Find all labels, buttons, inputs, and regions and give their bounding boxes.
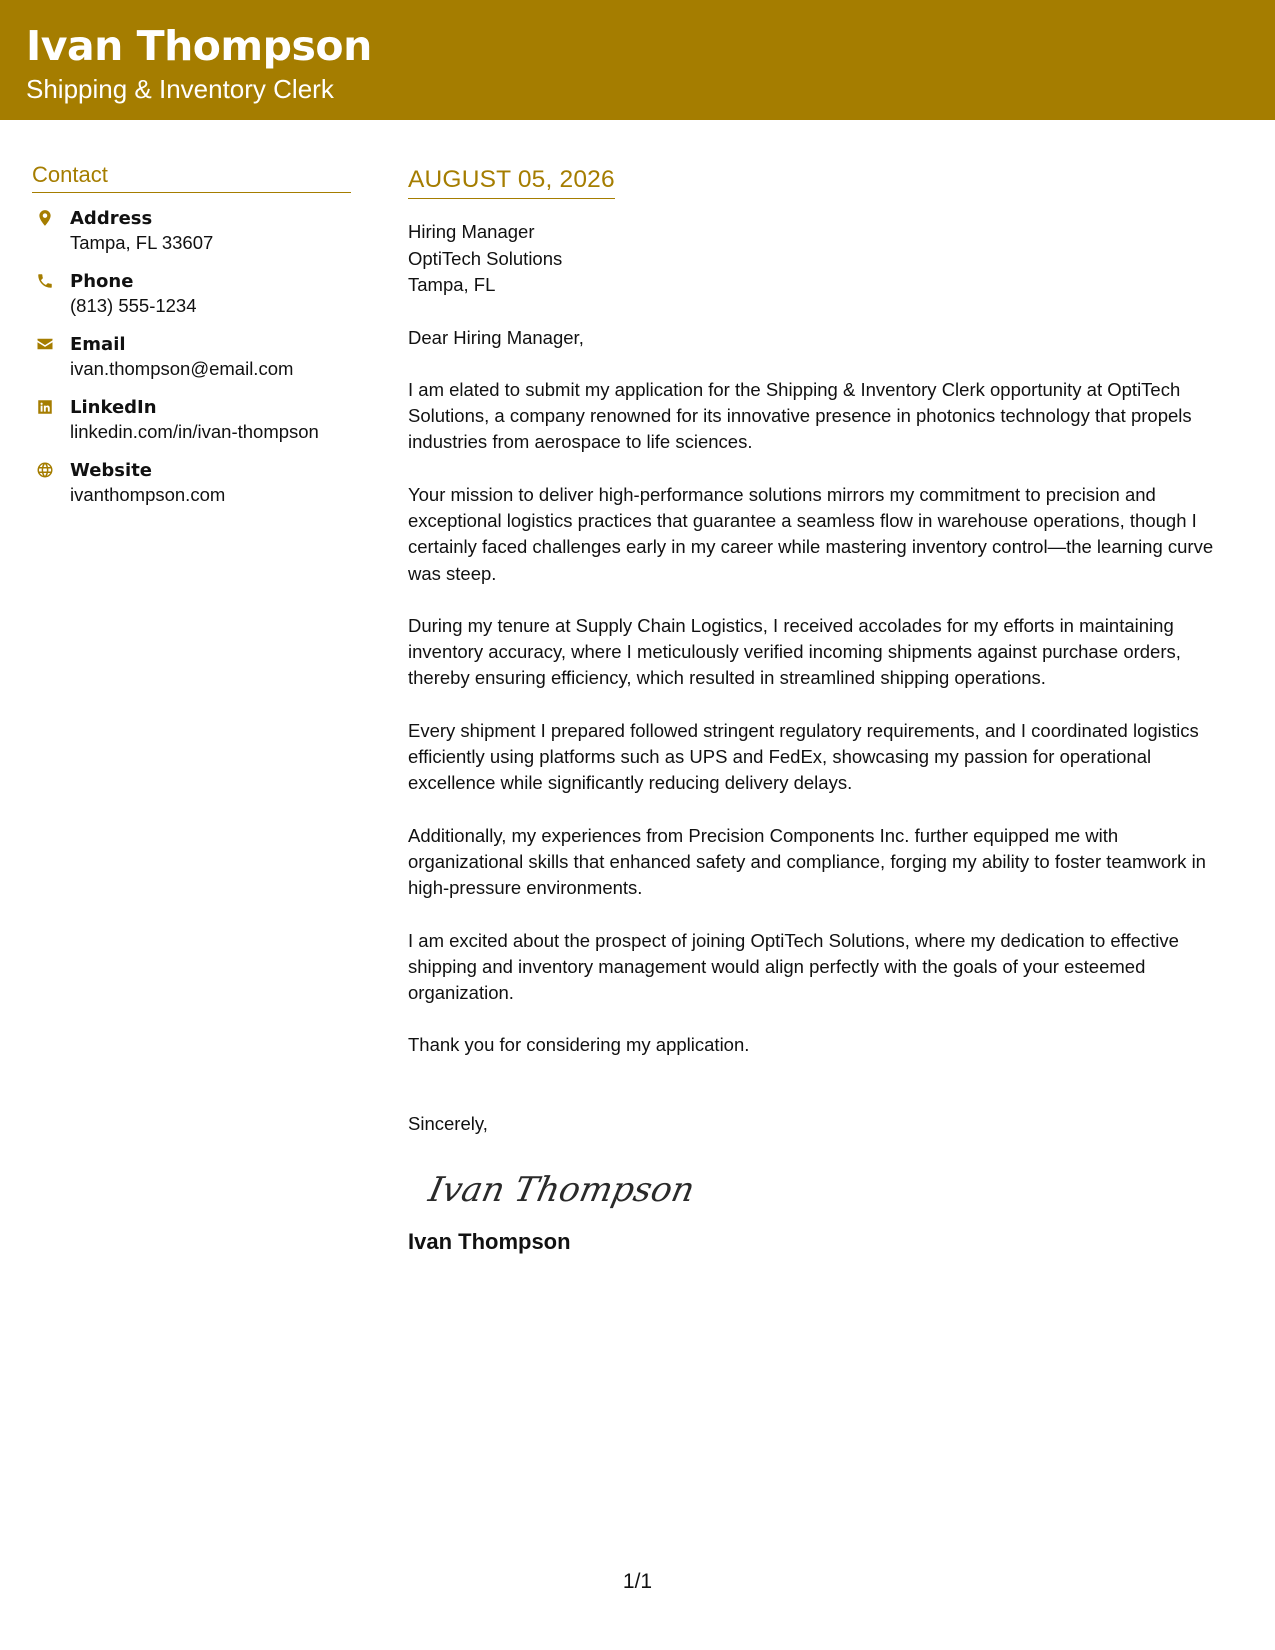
svg-text:Ivan Thompson: Ivan Thompson [425, 1170, 699, 1210]
closing: Sincerely, [408, 1112, 488, 1134]
contact-label: Phone [70, 271, 134, 292]
contact-item-linkedin [32, 396, 351, 459]
paragraph: I am excited about the prospect of joining OptiTech Solutions, where my dedication to effective shipping and inventory management would align perfectly with the goals of your esteemed organization. [408, 929, 1179, 1004]
linkedin-icon [36, 398, 54, 416]
envelope-icon [36, 335, 54, 353]
contact-value[interactable]: linkedin.com/in/ivan-thompson [70, 421, 319, 442]
page-number: 1/1 [622, 1570, 653, 1593]
applicant-role: Shipping & Inventory Clerk [26, 74, 334, 104]
letter-date: AUGUST 05, 2026 [408, 166, 615, 199]
contact-item-email [32, 333, 351, 396]
contact-label: LinkedIn [70, 397, 157, 418]
contact-label: Email [70, 334, 126, 355]
recipient-company: OptiTech Solutions [408, 247, 563, 269]
salutation: Dear Hiring Manager, [408, 326, 584, 348]
recipient-title: Hiring Manager [408, 221, 535, 242]
contact-item-address [32, 207, 351, 270]
paragraph: Every shipment I prepared followed stringent regulatory requirements, and I coordinated logistics efficiently using platforms such as UPS and FedEx, showcasing my passion for operational excellence while significantly reducing delivery delays. [408, 719, 1199, 794]
paragraph: During my tenure at Supply Chain Logistics, I received accolades for my efforts in maintaining inventory accuracy, where I meticulously verified incoming shipments against purchase orders, thereby ensuring efficiency, which resulted in streamlined shipping operations. [408, 614, 1181, 689]
contact-sidebar [32, 162, 351, 522]
paragraph: Your mission to deliver high-performance solutions mirrors my commitment to precision and exceptional logistics practices that guarantee a seamless flow in warehouse operations, though I certainly faced challenges early in my career while mastering inventory control—the learning curve was steep. [408, 483, 1214, 584]
contact-value[interactable]: ivan.thompson@email.com [70, 358, 294, 379]
applicant-name: Ivan Thompson [26, 22, 372, 70]
recipient-location: Tampa, FL [408, 274, 496, 295]
globe-icon [36, 461, 54, 479]
location-pin-icon [36, 209, 54, 227]
contact-item-phone [32, 270, 351, 333]
contact-value[interactable]: ivanthompson.com [70, 484, 226, 505]
paragraph: Thank you for considering my application. [408, 1034, 750, 1056]
recipient-block [408, 219, 1238, 299]
handwritten-signature [425, 1159, 699, 1219]
contact-value: (813) 555-1234 [70, 295, 197, 316]
contact-label: Website [70, 460, 153, 481]
contact-item-website [32, 459, 351, 522]
paragraph: Additionally, my experiences from Precision Components Inc. further equipped me with organizational skills that enhanced safety and compliance, forging my ability to foster teamwork in high-pressure environments. [408, 824, 1206, 899]
signed-name: Ivan Thompson [408, 1228, 571, 1254]
header-banner [0, 0, 1275, 120]
contact-section-title: Contact [32, 162, 351, 193]
contact-label: Address [70, 208, 153, 229]
contact-value: Tampa, FL 33607 [70, 232, 214, 253]
paragraph: I am elated to submit my application for the Shipping & Inventory Clerk opportunity at OptiTech Solutions, a company renowned for its innovative presence in photonics technology that propels industries from aerospace to life sciences. [408, 378, 1192, 453]
phone-icon [36, 272, 54, 290]
letter-body [408, 166, 1238, 1255]
